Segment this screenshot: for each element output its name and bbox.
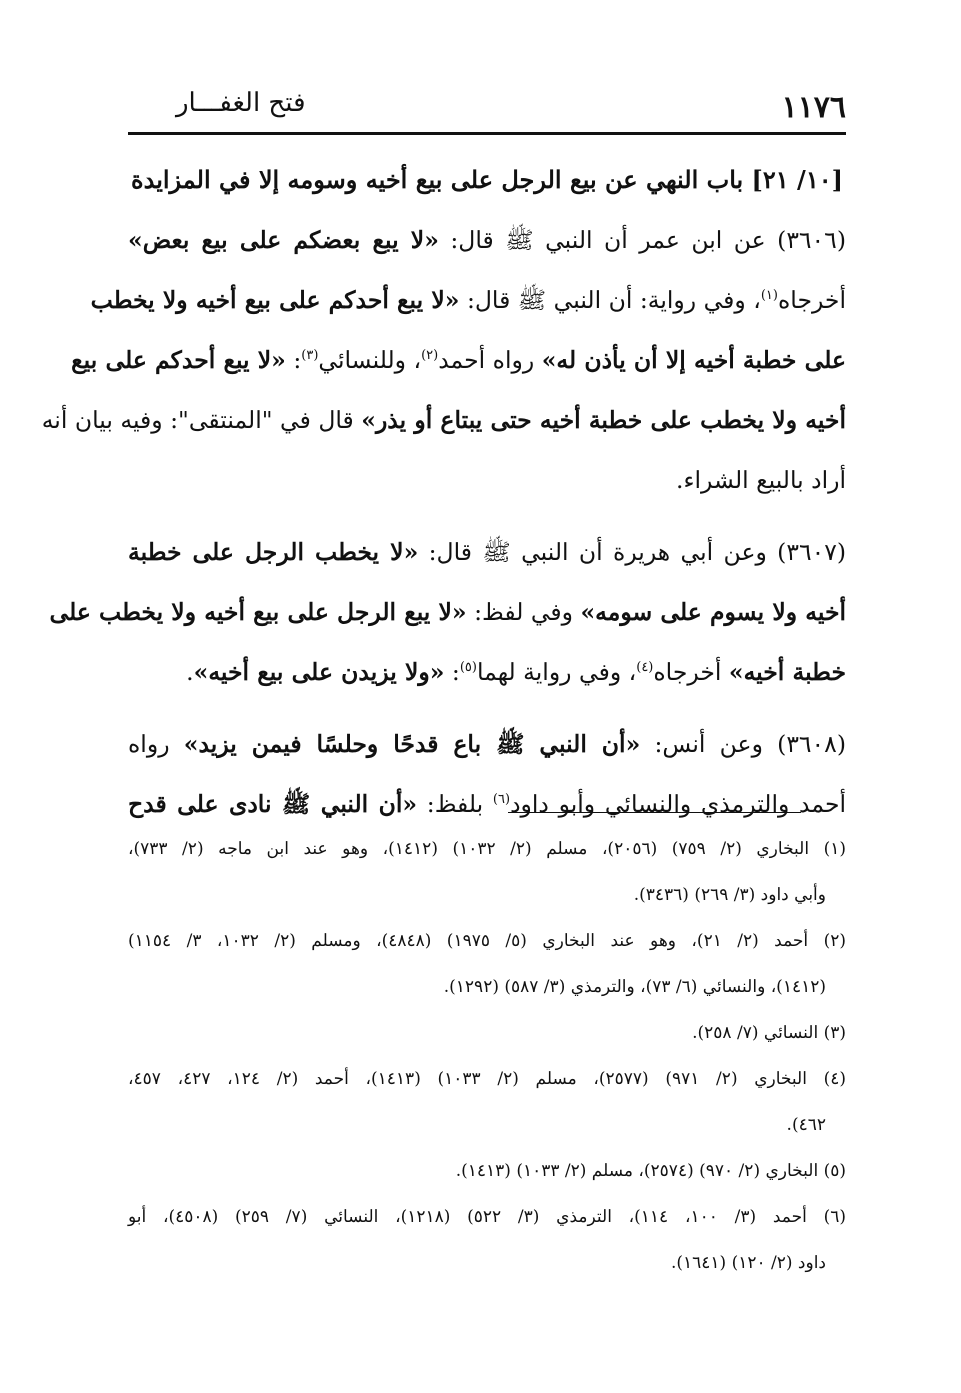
footnote-ref: (١) <box>760 288 778 304</box>
footnote-line: (١٤١٢)، والنسائي (٦/ ٧٣)، والترمذي (٣/ ٥٨٧) (١٢٩٢). <box>443 977 826 997</box>
hadith-text: ، وفي رواية: أن النبي ﷺ قال: <box>459 286 761 314</box>
hadith-text: وفي لفظ: <box>466 598 581 626</box>
hadith-quote: «لا يخطب الرجل على خطبة <box>128 538 419 566</box>
footnote-line: وأبي داود (٣/ ٢٦٩) (٣٤٣٦). <box>633 885 826 905</box>
hadith-text: وعن أبي هريرة أن النبي ﷺ قال: <box>418 538 778 566</box>
footnote-separator <box>508 812 801 813</box>
footnote-line: (٦) أحمد (٣/ ١٠٠، ١١٤)، الترمذي (٣/ ٥٢٢) (١٢١٨)، النسائي (٧/ ٢٥٩) (٤٥٠٨)، أبو <box>128 1207 846 1227</box>
footnote-line: (٥) البخاري (٢/ ٩٧٠) (٢٥٧٤)، مسلم (٢/ ١٠٣٣) (١٤١٣). <box>455 1161 846 1181</box>
hadith-quote: على خطبة أخيه إلا أن يأذن له» <box>541 346 846 374</box>
hadith-text: : <box>444 658 460 686</box>
hadith-3608-line-2 <box>128 774 846 834</box>
hadith-quote: «لا يبع بعضكم على بيع بعض» <box>128 226 439 254</box>
hadith-text: عن ابن عمر أن النبي ﷺ قال: <box>438 226 778 254</box>
footnote-1 <box>128 826 846 918</box>
footnote-4 <box>128 1056 846 1148</box>
hadith-text: أحمد والترمذي والنسائي وأبو داود <box>510 790 847 818</box>
hadith-quote: «أن النبي ﷺ باع قدحًا وحلسًا فيمن يزيد» <box>183 730 641 758</box>
page-header <box>128 88 846 130</box>
hadith-3606-line-5: أراد بالبيع الشراء. <box>675 466 846 494</box>
hadith-3607-line-2 <box>49 582 846 642</box>
hadith-text: أخرجاه <box>653 658 729 686</box>
footnote-line: داود (٢/ ١٢٠) (١٦٤١). <box>670 1253 826 1273</box>
hadith-text: ، وفي رواية لهما <box>476 658 637 686</box>
hadith-text: ، وللنسائي <box>318 346 422 374</box>
hadith-number: (٣٦٠٨) <box>777 730 846 758</box>
hadith-quote: أخيه ولا يخطب على خطبة أخيه حتى يبتاع أو يذر» <box>361 406 846 434</box>
hadith-quote: «أن النبي ﷺ نادى على قدح <box>128 790 418 818</box>
hadith-3607-line-3 <box>128 642 846 702</box>
hadith-number: (٣٦٠٦) <box>777 226 846 254</box>
footnote-ref: (٣) <box>301 348 319 364</box>
footnotes <box>128 826 846 1286</box>
hadith-text: أخرجاه <box>777 286 846 314</box>
hadith-3606-line-2 <box>90 270 846 330</box>
footnote-5 <box>128 1148 846 1194</box>
chapter-heading: [١٠/ ٢١] باب النهي عن بيع الرجل على بيع أخيه وسومه إلا في المزايدة <box>131 165 843 194</box>
page-number: ١١٧٦ <box>781 90 846 125</box>
main-text <box>41 150 847 834</box>
hadith-3606-line-3 <box>71 330 846 390</box>
hadith-quote: «لا يبع أحدكم على بيع <box>71 346 286 374</box>
footnote-ref: (٤) <box>636 660 654 676</box>
footnote-line: (٢) أحمد (٢/ ٢١)، وهو عند البخاري (٥/ ١٩٧٥) (٤٨٤٨)، ومسلم (٢/ ١٠٣٢، ٣/ ١١٥٤) <box>128 931 846 951</box>
hadith-3607-line-1 <box>128 522 846 582</box>
hadith-quote: أخيه ولا يسوم على سومه» <box>580 598 846 626</box>
footnote-2 <box>128 918 846 1010</box>
hadith-3606-line-4 <box>41 390 846 450</box>
footnote-line: ٤٦٢). <box>786 1115 826 1135</box>
footnote-ref: (٦) <box>492 792 511 808</box>
hadith-text: رواه <box>128 730 184 758</box>
hadith-text: بلفظ: <box>417 790 493 818</box>
hadith-text: رواه أحمد <box>438 346 542 374</box>
hadith-text: : <box>285 346 302 374</box>
footnote-ref: (٥) <box>459 660 477 676</box>
hadith-3606-line-1 <box>128 210 846 270</box>
footnote-6 <box>128 1194 846 1286</box>
hadith-text: . <box>186 658 194 686</box>
footnote-3 <box>128 1010 846 1056</box>
footnote-line: (١) البخاري (٢/ ٧٥٩) (٢٠٥٦)، مسلم (٢/ ١٠٣٢) (١٤١٢)، وهو عند ابن ماجه (٢/ ٧٣٣)، <box>128 839 847 859</box>
footnote-line: (٣) النسائي (٧/ ٢٥٨). <box>692 1023 846 1043</box>
footnote-ref: (٢) <box>421 348 439 364</box>
header-rule <box>128 132 846 135</box>
hadith-quote: خطبة أخيه» <box>728 658 846 686</box>
book-title: فتح الغفـــار <box>176 88 306 118</box>
hadith-number: (٣٦٠٧) <box>777 538 847 566</box>
hadith-quote: «لا يبع الرجل على بيع أخيه ولا يخطب على <box>49 598 467 626</box>
hadith-3608-line-1 <box>128 714 846 774</box>
hadith-quote: «ولا يزيدن على بيع أخيه» <box>193 658 445 686</box>
hadith-text: وعن أنس: <box>640 730 778 758</box>
footnote-line: (٤) البخاري (٢/ ٩٧١) (٢٥٧٧)، مسلم (٢/ ١٠٣٣) (١٤١٣)، أحمد (٢/ ١٢٤، ٤٢٧، ٤٥٧، <box>128 1069 847 1089</box>
hadith-quote: «لا يبع أحدكم على بيع أخيه ولا يخطب <box>90 286 460 314</box>
hadith-text: قال في "المنتقى": وفيه بيان أنه <box>41 406 362 434</box>
